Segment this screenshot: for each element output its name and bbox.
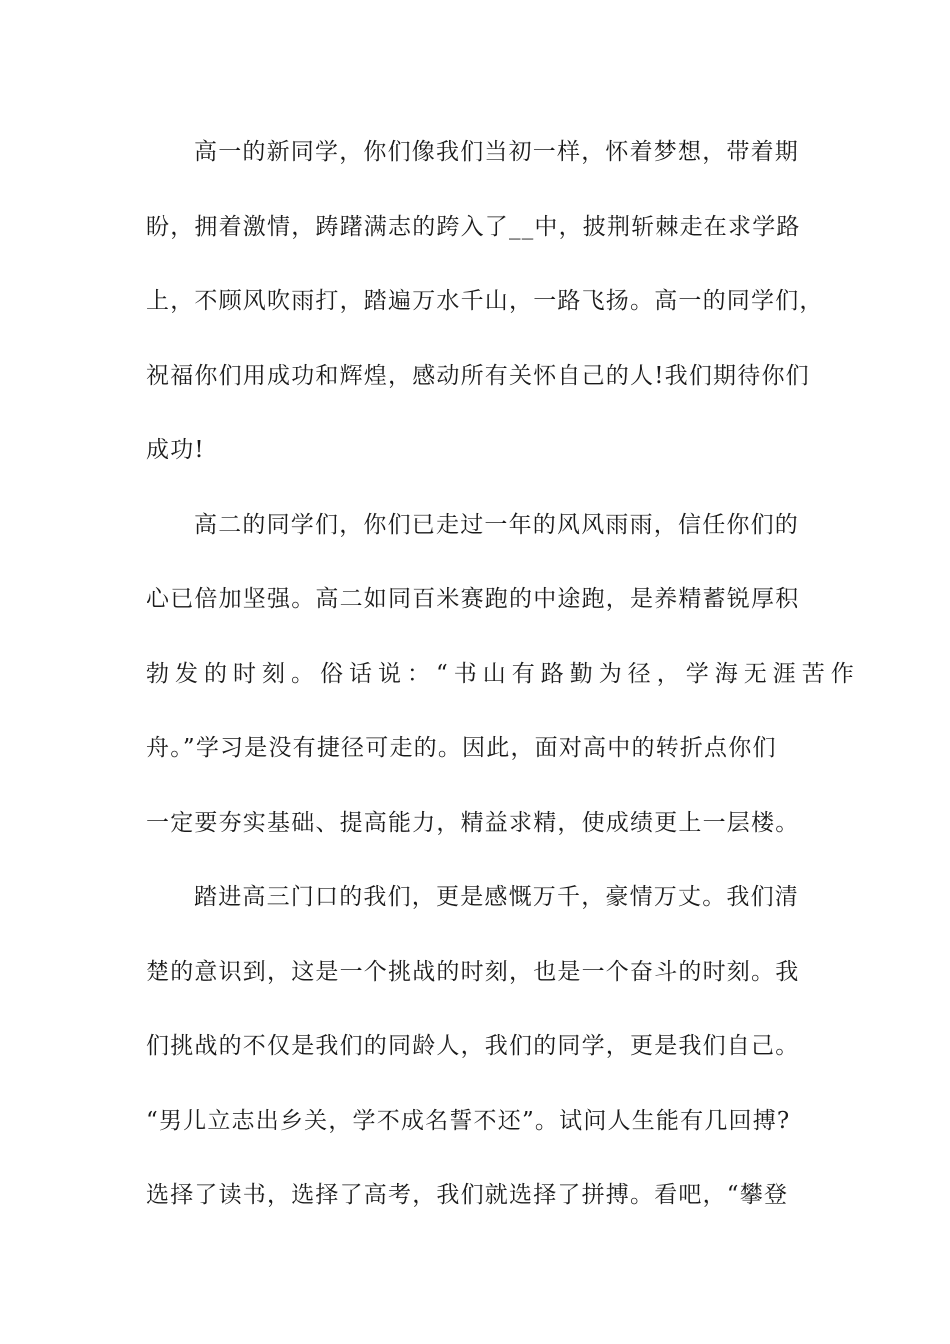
text-line: “男儿立志出乡关，学不成名誓不还”。试问人生能有几回搏? (146, 1107, 791, 1134)
text-line: 心已倍加坚强。高二如同百米赛跑的中途跑，是养精蓄锐厚积 (146, 586, 800, 612)
text-line: 高一的新同学，你们像我们当初一样，怀着梦想，带着期 (194, 139, 799, 165)
text-line: 舟。”学习是没有捷径可走的。因此，面对高中的转折点你们 (146, 735, 777, 761)
text-line: 选择了读书，选择了高考，我们就选择了拼搏。看吧，“攀登 (146, 1182, 789, 1208)
text-line: 勃发的时刻。俗话说：“书山有路勤为径，学海无涯苦作 (146, 660, 860, 687)
text-line: 成功! (146, 437, 205, 463)
text-line: 一定要夯实基础、提高能力，精益求精，使成绩更上一层楼。 (146, 809, 800, 836)
text-line: 踏进高三门口的我们，更是感慨万千，豪情万丈。我们清 (194, 884, 799, 910)
paragraph-grade-two (146, 501, 860, 874)
text-line: 高二的同学们，你们已走过一年的风风雨雨，信任你们的 (194, 511, 799, 538)
text-line: 楚的意识到，这是一个挑战的时刻，也是一个奋斗的时刻。我 (146, 958, 800, 985)
paragraph-grade-three (146, 873, 826, 1246)
text-line: 盼，拥着激情，踌躇满志的跨入了__中，披荆斩棘走在求学路 (146, 213, 801, 240)
document-body (146, 128, 860, 1246)
text-line: 们挑战的不仅是我们的同龄人，我们的同学，更是我们自己。 (146, 1033, 800, 1059)
text-line: 祝福你们用成功和辉煌，感动所有关怀自己的人!我们期待你们 (146, 362, 810, 389)
text-line: 上，不顾风吹雨打，踏遍万水千山，一路飞扬。高一的同学们， (146, 288, 824, 314)
paragraph-grade-one (146, 128, 826, 501)
